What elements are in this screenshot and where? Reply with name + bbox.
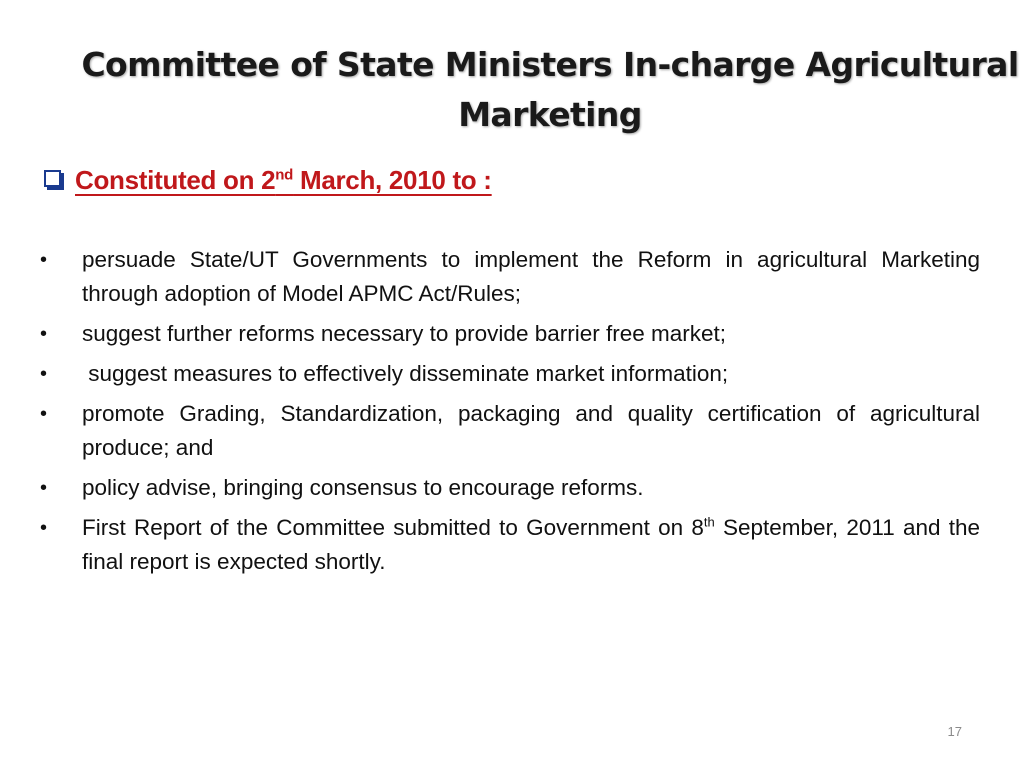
bullet-list — [40, 243, 980, 585]
list-item-text: policy advise, bringing consensus to encourage reforms. — [82, 475, 644, 500]
subheading-text-after: March, 2010 to : — [293, 164, 492, 195]
bullet-dot-icon: • — [40, 323, 48, 345]
list-item — [40, 511, 980, 579]
last-bullet-superscript: th — [703, 514, 715, 530]
page-number: 17 — [947, 724, 962, 739]
list-item — [40, 317, 980, 351]
bullet-dot-icon: • — [40, 517, 48, 539]
list-item-text — [82, 511, 980, 579]
bullet-dot-icon: • — [40, 403, 48, 425]
subheading-superscript: nd — [275, 165, 294, 183]
subheading-text — [75, 165, 492, 196]
slide-title-line-2: Marketing — [458, 95, 642, 134]
subheading-text-before: Constituted on 2 — [75, 164, 276, 195]
checkbox-icon — [44, 170, 61, 187]
list-item — [40, 357, 980, 391]
list-item — [40, 397, 980, 465]
subheading — [44, 160, 492, 200]
bullet-dot-icon: • — [40, 363, 48, 385]
bullet-dot-icon: • — [40, 477, 48, 499]
list-item — [40, 471, 980, 505]
list-item-text: promote Grading, Standardization, packaging and quality certification of agricultural produce; and — [82, 401, 980, 460]
list-item-text: persuade State/UT Governments to implement the Reform in agricultural Marketing through adoption of Model APMC Act/Rules; — [82, 247, 980, 306]
last-bullet-before: First Report of the Committee submitted to Government on 8 — [82, 515, 704, 540]
slide-title — [40, 40, 1024, 140]
list-item — [40, 243, 980, 311]
slide-title-line-1: Committee of State Ministers In-charge Agricultural — [81, 45, 1019, 84]
last-bullet-after: September, 2011 and the final report is expected shortly. — [82, 515, 981, 574]
bullet-dot-icon: • — [40, 249, 48, 271]
list-item-text: suggest measures to effectively disseminate market information; — [82, 361, 729, 386]
list-item-text: suggest further reforms necessary to provide barrier free market; — [82, 321, 727, 346]
